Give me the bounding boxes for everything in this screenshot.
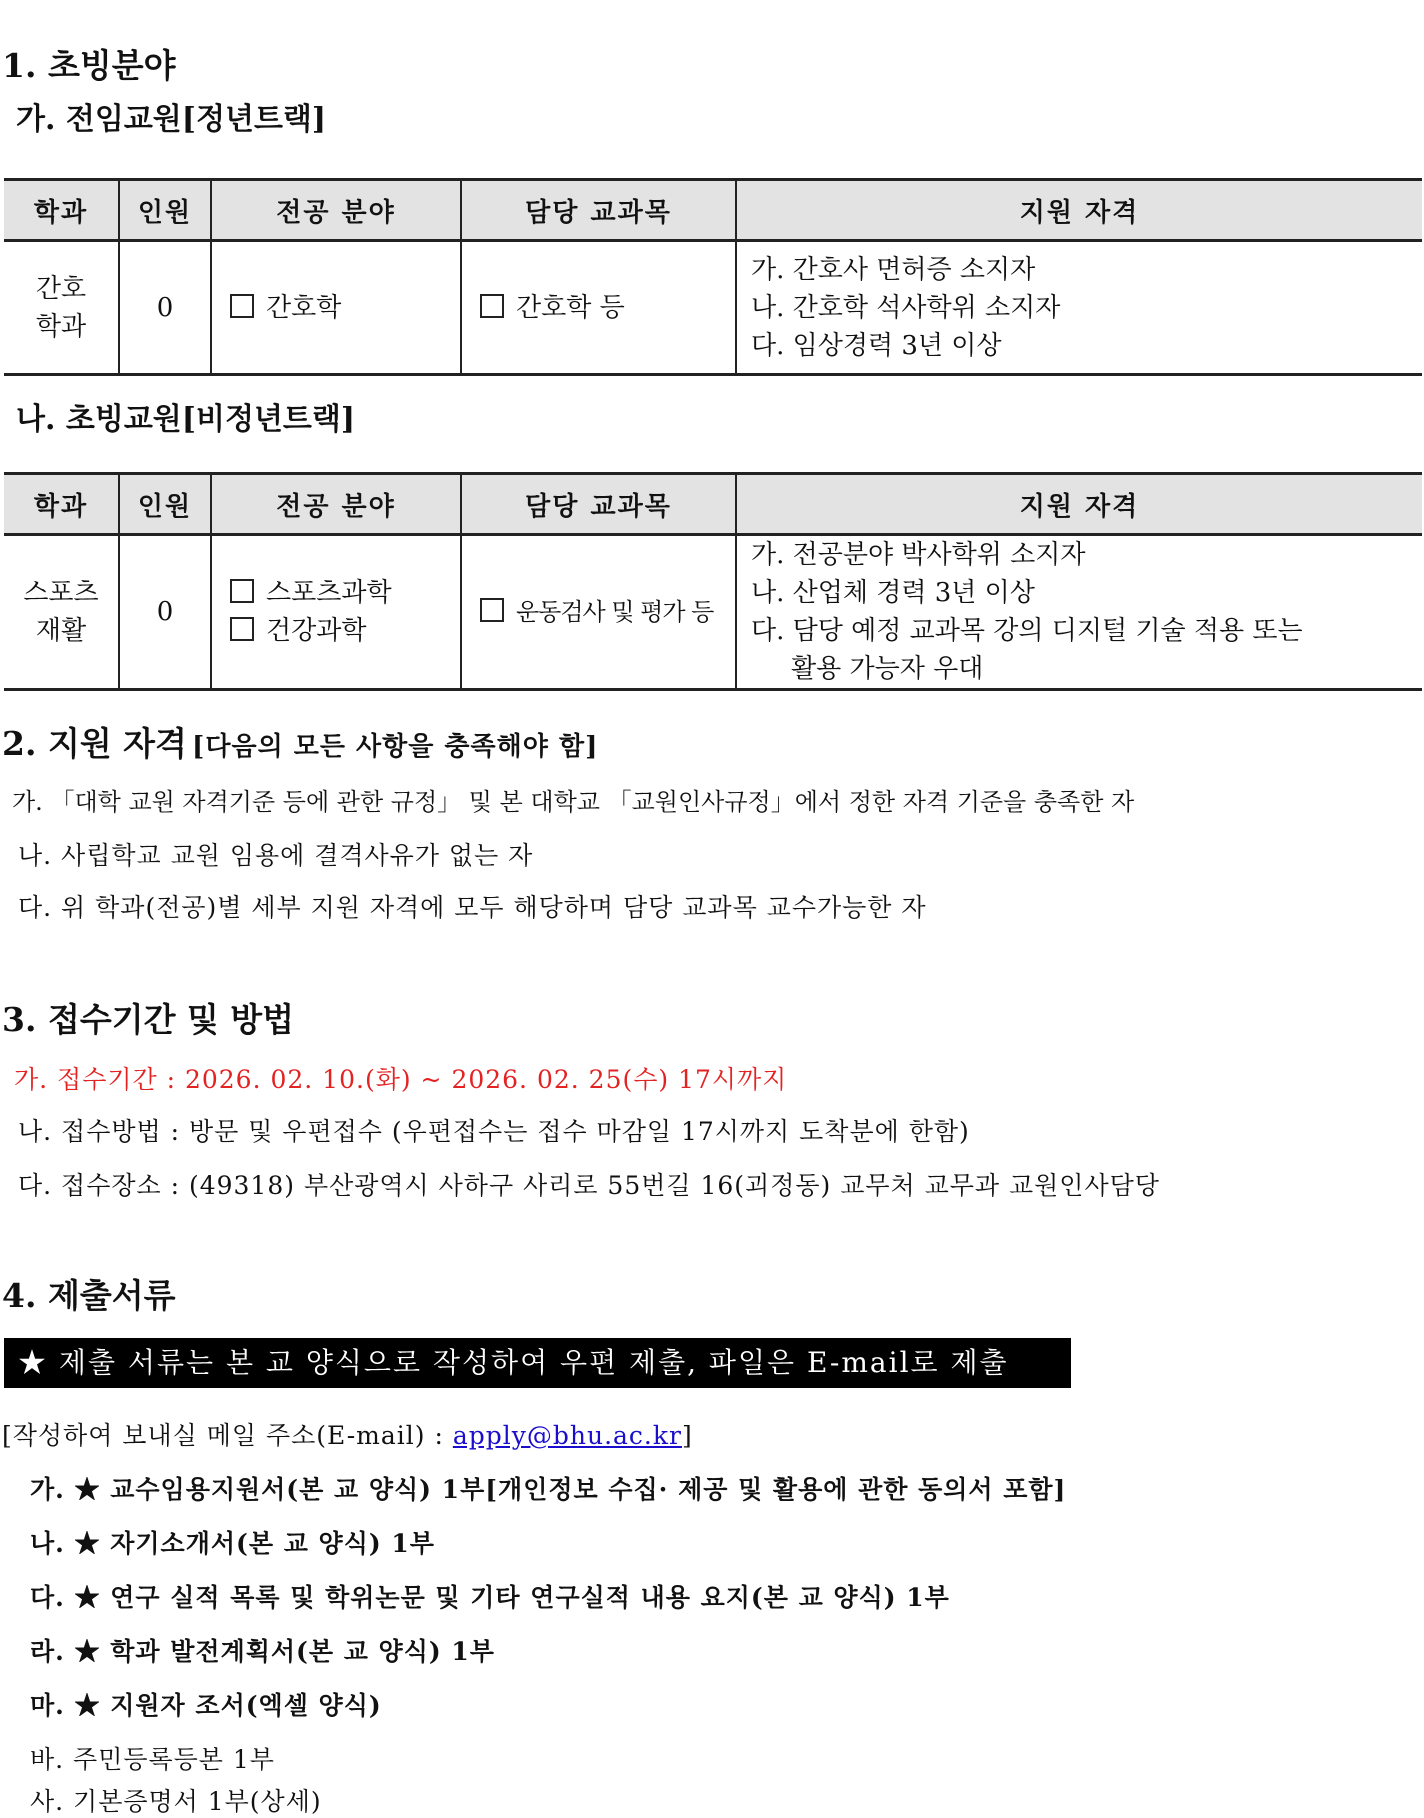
document-item: 다. ★ 연구 실적 목록 및 학위논문 및 기타 연구실적 내용 요지(본 교 양식) 1부 bbox=[30, 1583, 950, 1612]
email-prefix: [작성하여 보내실 메일 주소(E-mail) : bbox=[2, 1421, 453, 1450]
document-item: 사. 기본증명서 1부(상세) bbox=[30, 1787, 322, 1816]
section4-title: 4. 제출서류 bbox=[2, 1276, 176, 1315]
table-header-row bbox=[4, 180, 1422, 241]
dept-line: 스포츠 bbox=[23, 578, 99, 608]
count-cell: 0 bbox=[119, 535, 211, 690]
header-qualification: 지원 자격 bbox=[736, 474, 1422, 535]
header-count: 인원 bbox=[119, 474, 211, 535]
dept-line: 재활 bbox=[35, 616, 87, 646]
document-item: 라. ★ 학과 발전계획서(본 교 양식) 1부 bbox=[30, 1637, 495, 1666]
section2-item: 나. 사립학교 교원 임용에 결격사유가 없는 자 bbox=[18, 841, 534, 870]
header-dept: 학과 bbox=[4, 474, 119, 535]
qualification-item: 다. 임상경력 3년 이상 bbox=[751, 330, 1002, 361]
checkbox-icon bbox=[230, 294, 254, 318]
document-item: 바. 주민등록등본 1부 bbox=[30, 1745, 275, 1774]
table-non-tenure-track bbox=[4, 472, 1422, 691]
major-label: 간호학 bbox=[266, 292, 342, 323]
document-item: 가. ★ 교수임용지원서(본 교 양식) 1부[개인정보 수집· 제공 및 활용에 관한 동의서 포함] bbox=[30, 1475, 1067, 1504]
email-line bbox=[2, 1416, 693, 1452]
subject-cell bbox=[461, 241, 736, 375]
header-count: 인원 bbox=[119, 180, 211, 241]
qualification-item: 가. 전공분야 박사학위 소지자 bbox=[751, 540, 1086, 570]
dept-cell bbox=[4, 241, 119, 375]
dept-line: 간호 bbox=[35, 273, 87, 304]
table-row bbox=[4, 535, 1422, 690]
subject-label: 간호학 등 bbox=[516, 292, 625, 323]
count-cell: 0 bbox=[119, 241, 211, 375]
section1-title: 1. 초빙분야 bbox=[2, 46, 176, 85]
dept-cell bbox=[4, 535, 119, 690]
header-dept: 학과 bbox=[4, 180, 119, 241]
header-qualification: 지원 자격 bbox=[736, 180, 1422, 241]
reception-period: 가. 접수기간 : 2026. 02. 10.(화) ~ 2026. 02. 25(수) 17시까지 bbox=[14, 1065, 788, 1094]
qualification-cell bbox=[736, 535, 1422, 690]
section2-heading bbox=[2, 718, 598, 765]
checkbox-icon bbox=[230, 617, 254, 641]
subject-label: 운동검사 및 평가 등 bbox=[516, 598, 714, 626]
qualification-item: 가. 간호사 면허증 소지자 bbox=[751, 254, 1036, 285]
subject-cell bbox=[461, 535, 736, 690]
section1-sub-a-title: 가. 전임교원[정년트랙] bbox=[16, 102, 327, 137]
major-item bbox=[230, 574, 460, 612]
section2-note: [다음의 모든 사항을 충족해야 함] bbox=[192, 732, 599, 762]
header-major: 전공 분야 bbox=[211, 474, 461, 535]
major-label: 스포츠과학 bbox=[266, 578, 392, 608]
checkbox-icon bbox=[480, 294, 504, 318]
qualification-item: 나. 간호학 석사학위 소지자 bbox=[751, 292, 1061, 323]
notice-banner: ★ 제출 서류는 본 교 양식으로 작성하여 우편 제출, 파일은 E-mail로 제출 bbox=[4, 1338, 1071, 1388]
major-cell bbox=[211, 535, 461, 690]
header-subject: 담당 교과목 bbox=[461, 180, 736, 241]
qualification-item: 나. 산업체 경력 3년 이상 bbox=[751, 578, 1035, 608]
qualification-cell bbox=[736, 241, 1422, 375]
table-row bbox=[4, 241, 1422, 375]
major-label: 건강과학 bbox=[266, 616, 367, 646]
email-suffix: ] bbox=[681, 1421, 693, 1450]
section2-title: 2. 지원 자격 bbox=[2, 724, 187, 763]
section1-sub-b-title: 나. 초빙교원[비정년트랙] bbox=[16, 402, 356, 437]
checkbox-icon bbox=[480, 598, 504, 622]
reception-method: 나. 접수방법 : 방문 및 우편접수 (우편접수는 접수 마감일 17시까지 도착분에 한함) bbox=[18, 1117, 970, 1146]
document-item: 마. ★ 지원자 조서(엑셀 양식) bbox=[30, 1691, 382, 1720]
header-subject: 담당 교과목 bbox=[461, 474, 736, 535]
section3-title: 3. 접수기간 및 방법 bbox=[2, 1000, 295, 1039]
email-link[interactable]: apply@bhu.ac.kr bbox=[452, 1421, 682, 1450]
section2-item: 가. 「대학 교원 자격기준 등에 관한 규정」 및 본 대학교 「교원인사규정」에서 정한 자격 기준을 충족한 자 bbox=[12, 788, 1135, 816]
dept-line: 학과 bbox=[35, 311, 87, 342]
major-item bbox=[230, 612, 460, 650]
header-major: 전공 분야 bbox=[211, 180, 461, 241]
section2-item: 다. 위 학과(전공)별 세부 지원 자격에 모두 해당하며 담당 교과목 교수가능한 자 bbox=[18, 893, 927, 922]
checkbox-icon bbox=[230, 579, 254, 603]
qualification-item: 활용 가능자 우대 bbox=[791, 654, 984, 684]
major-cell bbox=[211, 241, 461, 375]
document-item: 나. ★ 자기소개서(본 교 양식) 1부 bbox=[30, 1529, 435, 1558]
table-tenure-track bbox=[4, 178, 1422, 376]
table-header-row bbox=[4, 474, 1422, 535]
reception-place: 다. 접수장소 : (49318) 부산광역시 사하구 사리로 55번길 16(괴정동) 교무처 교무과 교원인사담당 bbox=[18, 1171, 1160, 1200]
qualification-item: 다. 담당 예정 교과목 강의 디지털 기술 적용 또는 bbox=[751, 616, 1303, 646]
